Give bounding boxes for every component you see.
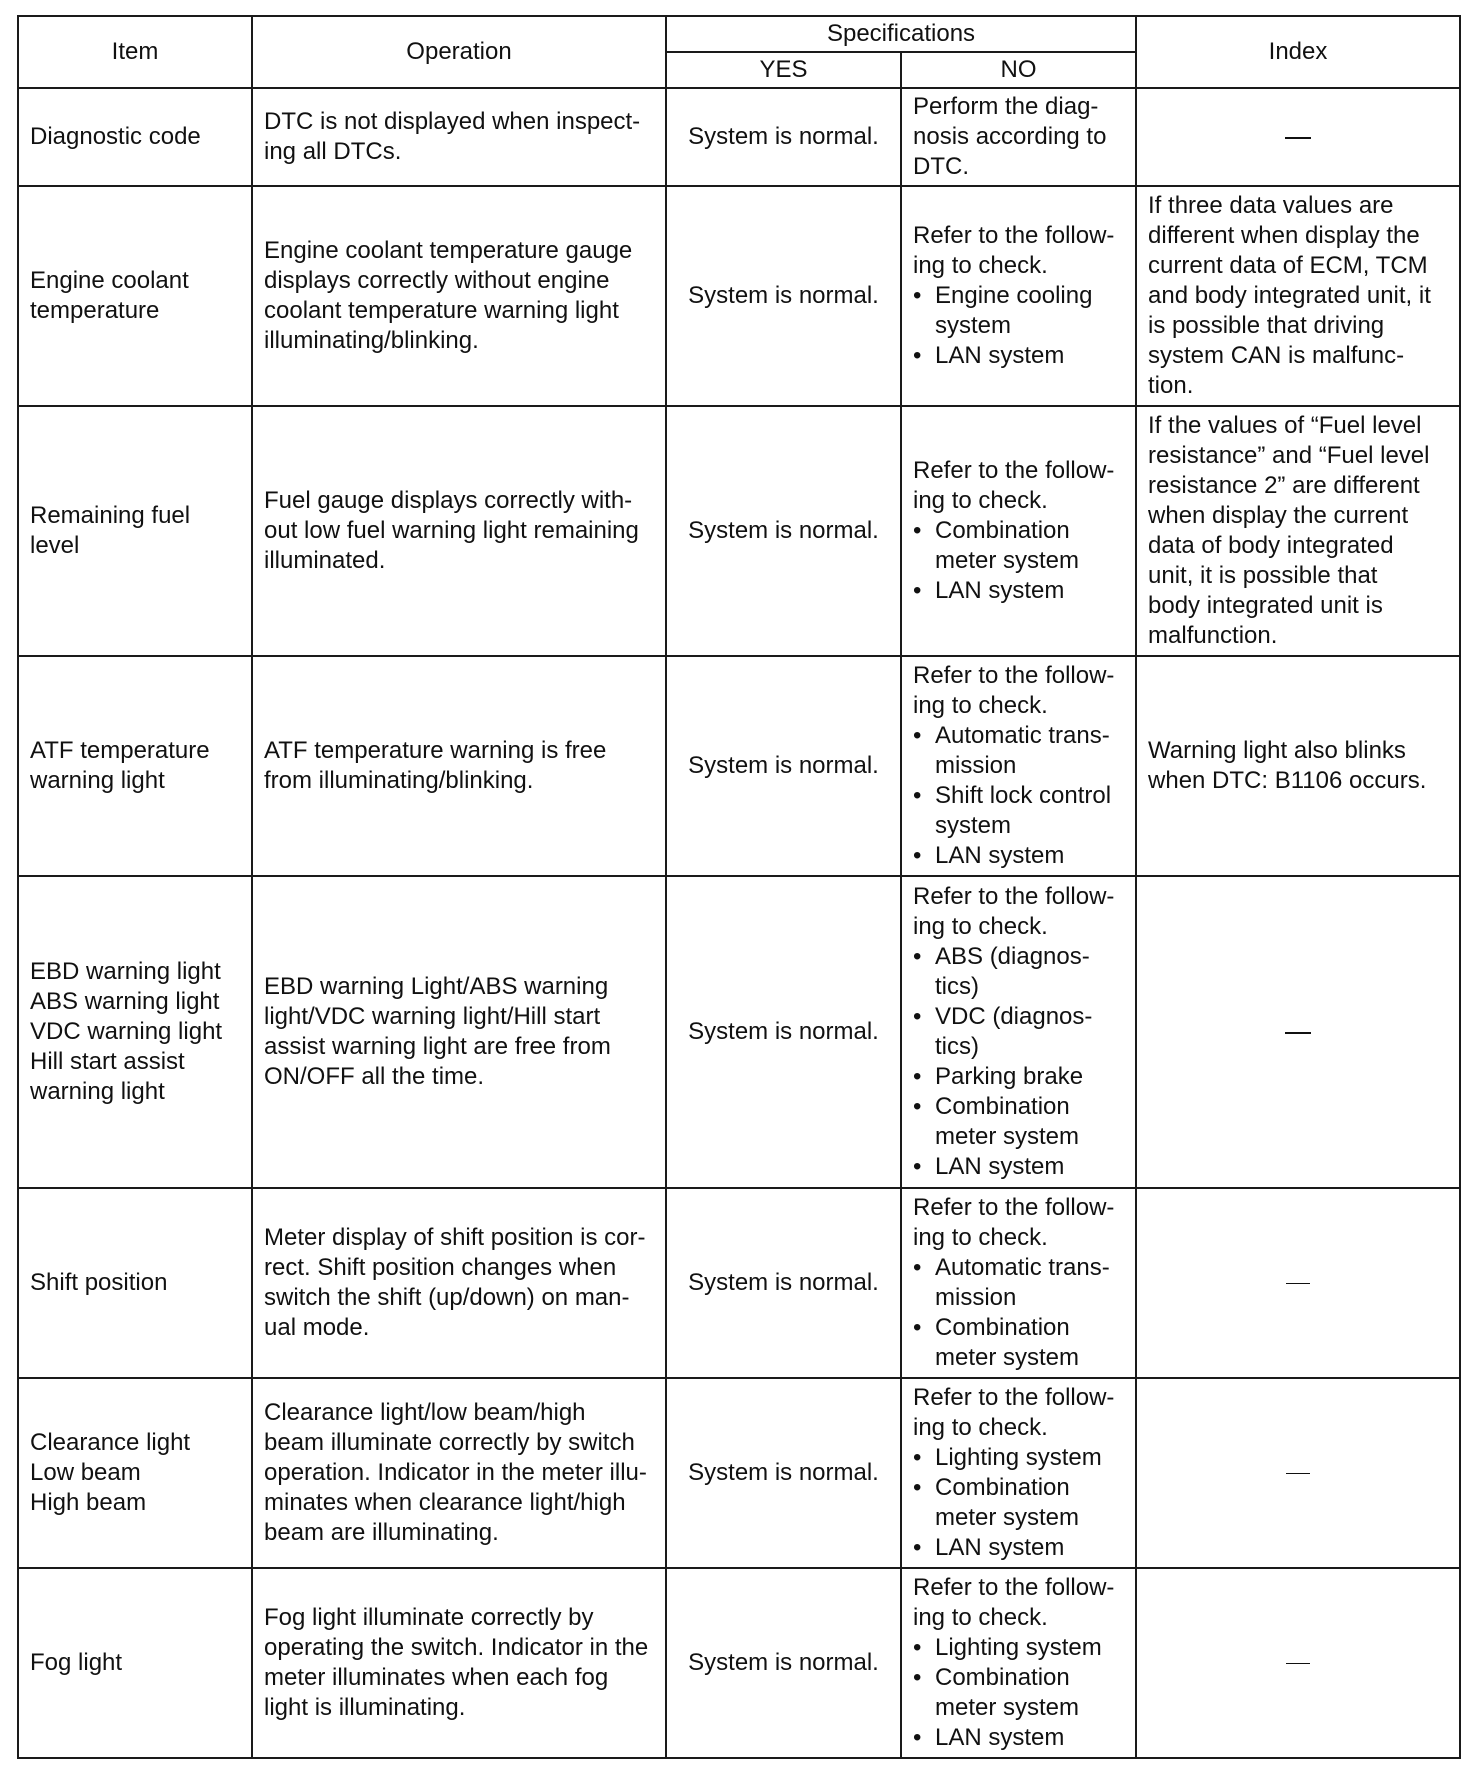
spec-table-container — [17, 15, 1461, 1759]
em-dash-icon — [1286, 1473, 1310, 1474]
operation-cell — [252, 88, 666, 186]
header-yes: YES — [666, 52, 901, 88]
no-cell-bullet: • Automatic trans- mission — [913, 721, 1124, 781]
no-cell-bullet: • Parking brake — [913, 1062, 1124, 1092]
em-dash-icon — [1286, 1283, 1310, 1284]
no-cell-bullet: • Shift lock control system — [913, 781, 1124, 841]
yes-cell-text: System is normal. — [688, 282, 879, 309]
diagnosis-spec-table — [17, 15, 1461, 1759]
operation-cell-text: Fog light illuminate correctly by operating the switch. Indicator in the meter illuminates when each fog light is illuminating. — [264, 1604, 649, 1721]
operation-cell — [252, 656, 666, 876]
table-row — [18, 656, 1460, 876]
operation-cell — [252, 1188, 666, 1378]
operation-cell-text: Meter display of shift position is cor- rect. Shift position changes when switch the shift (up/down) on man- ual mode. — [264, 1224, 646, 1341]
index-cell — [1136, 1378, 1460, 1568]
no-cell — [901, 876, 1136, 1188]
table-row — [18, 186, 1460, 406]
no-cell — [901, 186, 1136, 406]
no-cell-bullet: • Engine cooling system — [913, 281, 1124, 341]
table-row — [18, 1188, 1460, 1378]
no-cell-bullet: • Lighting system — [913, 1443, 1124, 1473]
operation-cell — [252, 876, 666, 1188]
table-row — [18, 1568, 1460, 1758]
em-dash-icon — [1285, 1032, 1311, 1034]
no-cell-text: Perform the diag- nosis according to DTC. — [913, 93, 1107, 180]
no-cell-bullet: • Combination meter system — [913, 1473, 1124, 1533]
operation-cell-text: Fuel gauge displays correctly with- out low fuel warning light remaining illuminated. — [264, 487, 639, 574]
operation-cell — [252, 186, 666, 406]
operation-cell — [252, 1378, 666, 1568]
no-cell-bullet: • LAN system — [913, 1152, 1124, 1182]
item-cell — [18, 1378, 252, 1568]
no-cell-text: Refer to the follow- ing to check. — [913, 1574, 1115, 1631]
item-cell — [18, 876, 252, 1188]
header-operation: Operation — [252, 16, 666, 88]
operation-cell-text: Clearance light/low beam/high beam illuminate correctly by switch operation. Indicator in the meter illu- minates when clearance light/high beam are illuminating. — [264, 1399, 647, 1546]
yes-cell-text: System is normal. — [688, 1018, 879, 1045]
item-cell-text: Diagnostic code — [30, 123, 201, 150]
header-item: Item — [18, 16, 252, 88]
item-cell-text: ATF temperature warning light — [30, 737, 210, 794]
index-cell — [1136, 1188, 1460, 1378]
item-cell — [18, 1568, 252, 1758]
header-index: Index — [1136, 16, 1460, 88]
item-cell-text: Remaining fuel level — [30, 502, 191, 559]
index-cell — [1136, 406, 1460, 656]
item-cell — [18, 186, 252, 406]
index-cell-text: If the values of “Fuel level resistance” and “Fuel level resistance 2” are different when display the current data of body integrated unit, it is possible that body integrated unit is malfunction. — [1148, 412, 1430, 649]
yes-cell-text: System is normal. — [688, 123, 879, 150]
yes-cell-text: System is normal. — [688, 752, 879, 779]
item-cell-text: Shift position — [30, 1269, 168, 1296]
table-row — [18, 88, 1460, 186]
table-row — [18, 1378, 1460, 1568]
no-cell-bullet: • LAN system — [913, 841, 1124, 871]
item-cell-text: Engine coolant temperature — [30, 267, 189, 324]
em-dash-icon — [1285, 137, 1311, 139]
item-cell-text: Fog light — [30, 1649, 123, 1676]
no-cell-bullet: • Combination meter system — [913, 1663, 1124, 1723]
yes-cell — [666, 406, 901, 656]
operation-cell-text: Engine coolant temperature gauge displays correctly without engine coolant temperature warning light illuminating/blinking. — [264, 237, 633, 354]
table-body — [18, 88, 1460, 1758]
item-cell — [18, 1188, 252, 1378]
no-cell — [901, 1188, 1136, 1378]
operation-cell — [252, 406, 666, 656]
index-cell-text: If three data values are different when display the current data of ECM, TCM and body integrated unit, it is possible that driving system CAN is malfunc- tion. — [1148, 192, 1431, 399]
no-cell — [901, 1378, 1136, 1568]
operation-cell-text: EBD warning Light/ABS warning light/VDC warning light/Hill start assist warning light are free from ON/OFF all the time. — [264, 973, 611, 1090]
no-cell-text: Refer to the follow- ing to check. — [913, 662, 1115, 719]
no-cell — [901, 406, 1136, 656]
item-cell — [18, 88, 252, 186]
no-cell-bullet: • VDC (diagnos- tics) — [913, 1002, 1124, 1062]
no-cell-bullet: • Automatic trans- mission — [913, 1253, 1124, 1313]
operation-cell-text: DTC is not displayed when inspect- ing all DTCs. — [264, 108, 641, 165]
no-cell-bullet: • LAN system — [913, 576, 1124, 606]
no-cell-text: Refer to the follow- ing to check. — [913, 883, 1115, 940]
header-no: NO — [901, 52, 1136, 88]
yes-cell — [666, 88, 901, 186]
no-cell-text: Refer to the follow- ing to check. — [913, 1194, 1115, 1251]
index-cell — [1136, 656, 1460, 876]
no-cell-text: Refer to the follow- ing to check. — [913, 1384, 1115, 1441]
header-specifications: Specifications — [666, 16, 1136, 52]
table-row — [18, 876, 1460, 1188]
no-cell-bullet: • LAN system — [913, 1723, 1124, 1753]
yes-cell-text: System is normal. — [688, 1459, 879, 1486]
index-cell — [1136, 1568, 1460, 1758]
item-cell-text: EBD warning light ABS warning light VDC warning light Hill start assist warning light — [30, 958, 223, 1105]
no-cell-bullet: • LAN system — [913, 341, 1124, 371]
no-cell — [901, 656, 1136, 876]
yes-cell — [666, 656, 901, 876]
yes-cell-text: System is normal. — [688, 1269, 879, 1296]
no-cell-text: Refer to the follow- ing to check. — [913, 457, 1115, 514]
no-cell — [901, 88, 1136, 186]
yes-cell — [666, 1188, 901, 1378]
em-dash-icon — [1286, 1663, 1310, 1664]
yes-cell-text: System is normal. — [688, 517, 879, 544]
yes-cell-text: System is normal. — [688, 1649, 879, 1676]
no-cell-bullet: • Combination meter system — [913, 1092, 1124, 1152]
item-cell-text: Clearance light Low beam High beam — [30, 1429, 191, 1516]
no-cell-text: Refer to the follow- ing to check. — [913, 222, 1115, 279]
index-cell-text: Warning light also blinks when DTC: B1106 occurs. — [1148, 737, 1427, 794]
item-cell — [18, 406, 252, 656]
index-cell — [1136, 88, 1460, 186]
no-cell-bullet: • Lighting system — [913, 1633, 1124, 1663]
index-cell — [1136, 876, 1460, 1188]
yes-cell — [666, 1378, 901, 1568]
yes-cell — [666, 876, 901, 1188]
table-row — [18, 406, 1460, 656]
item-cell — [18, 656, 252, 876]
yes-cell — [666, 1568, 901, 1758]
no-cell-bullet: • LAN system — [913, 1533, 1124, 1563]
index-cell — [1136, 186, 1460, 406]
operation-cell-text: ATF temperature warning is free from illuminating/blinking. — [264, 737, 607, 794]
no-cell-bullet: • ABS (diagnos- tics) — [913, 942, 1124, 1002]
no-cell-bullet: • Combination meter system — [913, 516, 1124, 576]
no-cell-bullet: • Combination meter system — [913, 1313, 1124, 1373]
no-cell — [901, 1568, 1136, 1758]
operation-cell — [252, 1568, 666, 1758]
yes-cell — [666, 186, 901, 406]
